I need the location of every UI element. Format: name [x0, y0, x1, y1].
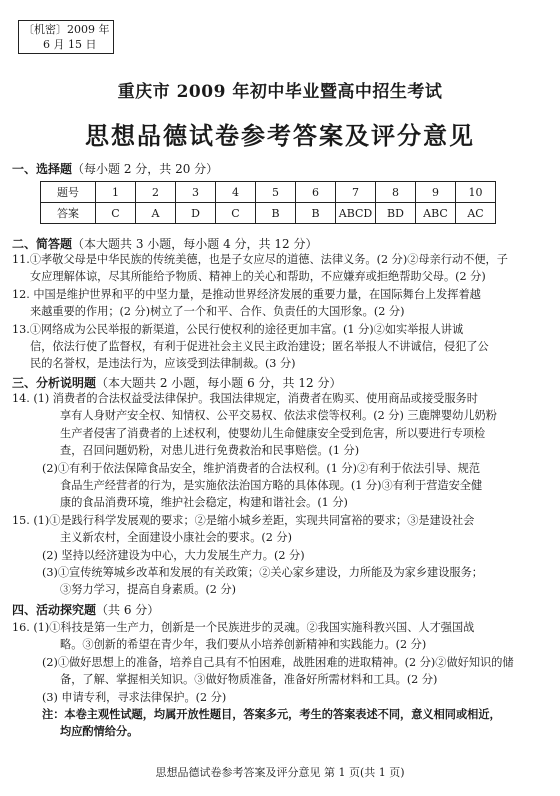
answer-cell: D	[176, 203, 216, 224]
text-line: 享有人身财产安全权、知情权、公平交易权、依法求偿等权利。(2 分) 三鹿牌婴幼儿奶粉	[60, 409, 497, 423]
answer-cell: B	[256, 203, 296, 224]
row-label-answer: 答案	[41, 203, 96, 224]
text-line: 13.①网络成为公民举报的新渠道，公民行使权利的途径更加丰富。(1 分)②如实举报人讲诚	[12, 322, 464, 336]
text-line: 备，了解、掌握相关知识。③做好物质准备，准备好所需材料和工具。(2 分)	[60, 673, 438, 687]
section-3-title: 三、分析说明题	[12, 376, 97, 390]
text-line: 女应理解体谅，尽其所能给予物质、精神上的关心和帮助，不应嫌弃或拒绝帮助父母。(2 分)	[30, 270, 486, 284]
section-3-heading	[12, 374, 341, 391]
section-1-heading	[12, 160, 218, 177]
text-line: 查，召回问题奶粉，对患儿进行免费救治和民事赔偿。(1 分)	[60, 444, 360, 458]
text-line: 12. 中国是维护世界和平的中坚力量，是推动世界经济发展的重要力量，在国际舞台上发挥着越	[12, 287, 481, 301]
text-line: 11.①孝敬父母是中华民族的传统美德，也是子女应尽的道德、法律义务。(2 分)②母亲行动不便，子	[12, 253, 508, 266]
section-2-heading	[12, 235, 317, 252]
answer-table	[40, 181, 496, 224]
section-4-heading	[12, 601, 159, 618]
row-label-question: 题号	[41, 182, 96, 203]
scoring-note-cont: 均应酌情给分。	[60, 724, 139, 739]
text-line: 14. (1) 消费者的合法权益受法律保护。我国法律规定，消费者在购买、使用商品或接受服务时	[12, 392, 478, 405]
document-title: 思想品德试卷参考答案及评分意见	[85, 122, 475, 150]
text-line: (2)①有利于依法保障食品安全，维护消费者的合法权利。(1 分)②有利于依法引导、规范	[42, 461, 481, 475]
answer-cell: AC	[456, 203, 496, 224]
answer-cell: A	[136, 203, 176, 224]
text-line: ③努力学习，提高自身素质。(2 分)	[60, 583, 237, 597]
question-number: 1	[96, 182, 136, 203]
question-number: 2	[136, 182, 176, 203]
answer-cell: BD	[376, 203, 416, 224]
answer-cell: C	[216, 203, 256, 224]
confidential-stamp	[18, 20, 114, 54]
section-3-body	[12, 390, 550, 599]
question-number: 7	[336, 182, 376, 203]
text-line: 食品生产经营者的行为，是实施依法治国方略的具体体现。(1 分)③有利于营造安全健	[60, 479, 483, 493]
question-number: 4	[216, 182, 256, 203]
section-2-title: 二、简答题	[12, 237, 73, 251]
table-row-answers	[41, 203, 496, 224]
exam-title: 重庆市 2009 年初中毕业暨高中招生考试	[117, 82, 443, 102]
question-number: 9	[416, 182, 456, 203]
text-line: (2) 坚持以经济建设为中心，大力发展生产力。(2 分)	[42, 548, 305, 562]
scoring-note: 注：本卷主观性试题，均属开放性题目，答案多元，考生的答案表述不同，意义相同或相近，	[42, 707, 501, 722]
section-2-body	[12, 251, 550, 373]
text-line: 康的食品消费环境，维护社会稳定，构建和谐社会。(1 分)	[60, 496, 348, 510]
section-1-title: 一、选择题	[12, 162, 73, 176]
question-number: 5	[256, 182, 296, 203]
question-number: 8	[376, 182, 416, 203]
text-line: 主义新农村，全面建设小康社会的要求。(2 分)	[60, 531, 292, 545]
text-line: 15. (1)①是践行科学发展观的要求；②是缩小城乡差距，实现共同富裕的要求；③是建设社会	[12, 513, 475, 527]
stamp-line-2: 6 月 15 日	[43, 38, 97, 51]
text-line: (3)①宣传统筹城乡改革和发展的有关政策；②关心家乡建设，力所能及为家乡建设服务；	[42, 566, 483, 580]
answer-cell: ABC	[416, 203, 456, 224]
section-3-note: （本大题共 2 小题，每小题 6 分，共 12 分）	[96, 376, 342, 390]
text-line: (3) 申请专利，寻求法律保护。(2 分)	[42, 690, 227, 704]
section-1-note: （每小题 2 分，共 20 分）	[72, 162, 219, 176]
text-line: 民的名誉权，是违法行为，应该受到法律制裁。(3 分)	[30, 357, 296, 371]
question-number: 10	[456, 182, 496, 203]
text-line: 生产者侵害了消费者的上述权利，使婴幼儿生命健康安全受到危害，所以要进行专项检	[60, 426, 486, 440]
section-4-title: 四、活动探究题	[12, 603, 97, 617]
section-2-note: （本大题共 3 小题，每小题 4 分，共 12 分）	[72, 237, 318, 251]
page-footer: 思想品德试卷参考答案及评分意见 第 1 页(共 1 页)	[155, 766, 405, 779]
text-line: (2)①做好思想上的准备，培养自己具有不怕困难，战胜困难的进取精神。(2 分)②做好知识的储	[42, 655, 514, 669]
text-line: 略。③创新的希望在青少年，我们要从小培养创新精神和实践能力。(2 分)	[60, 638, 427, 652]
question-number: 3	[176, 182, 216, 203]
text-line: 16. (1)①科技是第一生产力，创新是一个民族进步的灵魂。②我国实施科教兴国、人才强国战	[12, 621, 475, 634]
text-line: 来越重要的作用；(2 分)树立了一个和平、合作、负责任的大国形象。(2 分)	[30, 305, 405, 319]
answer-cell: B	[296, 203, 336, 224]
table-row-questions	[41, 182, 496, 203]
question-number: 6	[296, 182, 336, 203]
section-4-body	[12, 619, 550, 741]
section-4-note: （共 6 分）	[96, 603, 160, 617]
stamp-line-1: 〔机密〕2009 年	[23, 23, 110, 36]
text-line: 信，依法行使了监督权，有利于促进社会主义民主政治建设；匿名举报人不讲诚信，侵犯了公	[30, 340, 489, 354]
answer-cell: C	[96, 203, 136, 224]
answer-cell: ABCD	[336, 203, 376, 224]
